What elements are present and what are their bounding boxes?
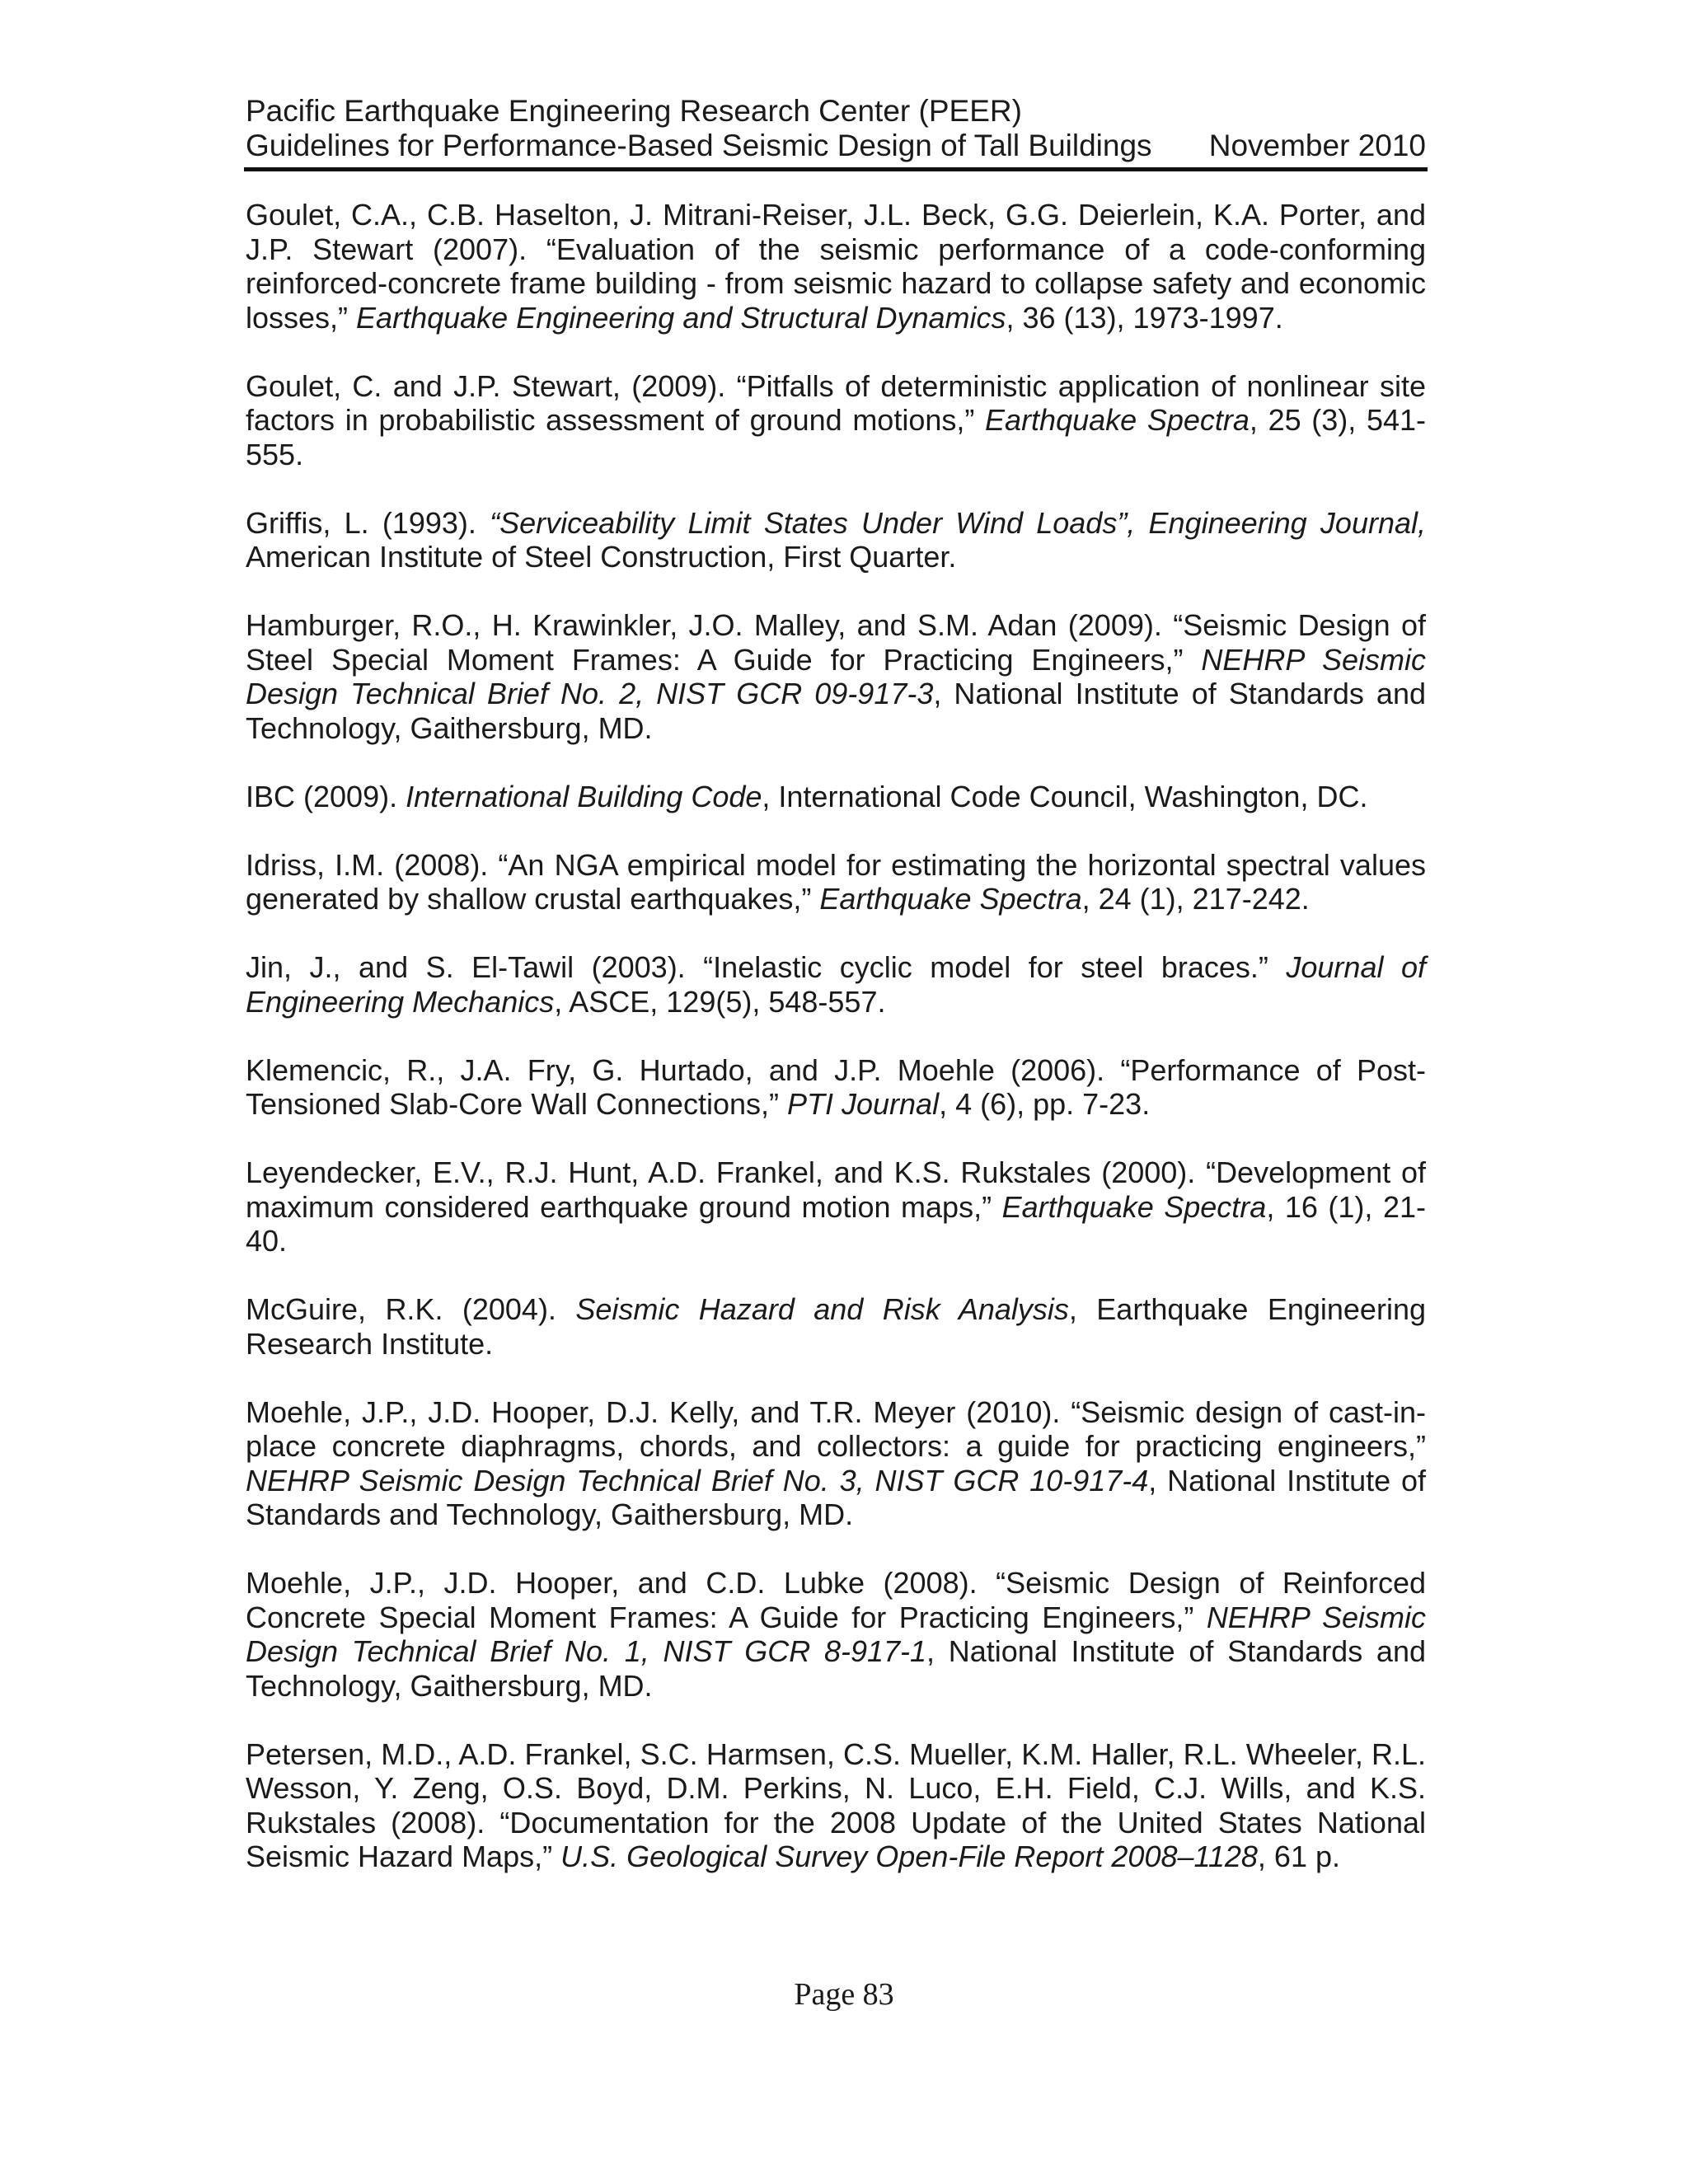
reference-item: Moehle, J.P., J.D. Hooper, D.J. Kelly, and T.R. Meyer (2010). “Seismic design of cast-in-place concrete diaphragms, chords, and collectors: a guide for practicing engineers,” NEHRP Seismic Design Technical Brief No. 3, NIST GCR 10-917-4, National Institute of Standards and Technology, Gaithersburg, MD. — [246, 1394, 1427, 1531]
reference-item: Petersen, M.D., A.D. Frankel, S.C. Harmsen, C.S. Mueller, K.M. Haller, R.L. Wheeler, R.L. Wesson, Y. Zeng, O.S. Boyd, D.M. Perkins, N. Luco, E.H. Field, C.J. Wills, and K.S. Rukstales (2008). “Documentation for the 2008 Update of the United States National Seismic Hazard Maps,” U.S. Geological Survey Open-File Report 2008–1128, 61 p. — [246, 1736, 1426, 1873]
header-title: Guidelines for Performance-Based Seismic Design of Tall Buildings — [246, 129, 1152, 162]
reference-item: Klemencic, R., J.A. Fry, G. Hurtado, and J.P. Moehle (2006). “Performance of Post-Tensioned Slab-Core Wall Connections,” PTI Journal, 4 (6), pp. 7-23. — [246, 1052, 1426, 1121]
page-number: Page 83 — [794, 1977, 894, 2012]
reference-item: Idriss, I.M. (2008). “An NGA empirical model for estimating the horizontal spectral values generated by shallow crustal earthquakes,” Earthquake Spectra, 24 (1), 217-242. — [246, 847, 1426, 916]
reference-item: Jin, J., and S. El-Tawil (2003). “Inelastic cyclic model for steel braces.” Journal of Engineering Mechanics, ASCE, 129(5), 548-557. — [246, 950, 1426, 1019]
page-header — [246, 94, 1426, 163]
reference-item: Leyendecker, E.V., R.J. Hunt, A.D. Frankel, and K.S. Rukstales (2000). “Development of maximum considered earthquake ground motion maps,” Earthquake Spectra, 16 (1), 21-40. — [246, 1155, 1426, 1258]
reference-item: Goulet, C. and J.P. Stewart, (2009). “Pitfalls of deterministic application of nonlinear site factors in probabilistic assessment of ground motions,” Earthquake Spectra, 25 (3), 541-555. — [246, 368, 1426, 471]
header-date: November 2010 — [1208, 129, 1426, 162]
reference-item: Moehle, J.P., J.D. Hooper, and C.D. Lubke (2008). “Seismic Design of Reinforced Concrete Special Moment Frames: A Guide for Practicing Engineers,” NEHRP Seismic Design Technical Brief No. 1, NIST GCR 8-917-1, National Institute of Standards and Technology, Gaithersburg, MD. — [246, 1566, 1426, 1703]
reference-item: Griffis, L. (1993). “Serviceability Limit States Under Wind Loads”, Engineering Journal, American Institute of Steel Construction, First Quarter. — [246, 505, 1427, 574]
reference-item: IBC (2009). International Building Code, International Code Council, Washington, DC. — [246, 779, 1368, 813]
reference-item: McGuire, R.K. (2004). Seismic Hazard and Risk Analysis, Earthquake Engineering Research Institute. — [246, 1292, 1426, 1361]
header-org: Pacific Earthquake Engineering Research Center (PEER) — [246, 94, 1022, 128]
header-title-row — [246, 129, 1426, 163]
reference-item: Hamburger, R.O., H. Krawinkler, J.O. Malley, and S.M. Adan (2009). “Seismic Design of Steel Special Moment Frames: A Guide for Practicing Engineers,” NEHRP Seismic Design Technical Brief No. 2, NIST GCR 09-917-3, National Institute of Standards and Technology, Gaithersburg, MD. — [246, 608, 1426, 745]
header-rule — [244, 167, 1428, 171]
reference-item: Goulet, C.A., C.B. Haselton, J. Mitrani-Reiser, J.L. Beck, G.G. Deierlein, K.A. Porter, and J.P. Stewart (2007). “Evaluation of the seismic performance of a code-conforming reinforced-concrete frame building - from seismic hazard to collapse safety and economic losses,” Earthquake Engineering and Structural Dynamics, 36 (13), 1973-1997. — [246, 198, 1426, 335]
reference-list — [246, 198, 1426, 1908]
